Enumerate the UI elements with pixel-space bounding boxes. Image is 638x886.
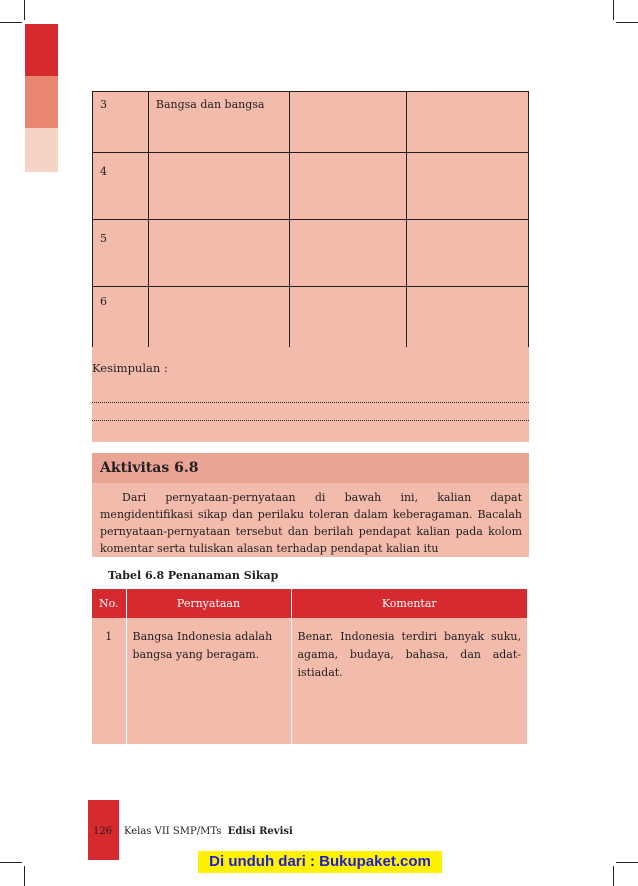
empty-cell[interactable]: [289, 153, 407, 220]
row-comment[interactable]: Benar. Indonesia terdiri banyak suku, agama, budaya, bahasa, dan adat-istiadat.: [297, 630, 521, 679]
dotted-line: [92, 402, 529, 403]
table-row: [93, 220, 529, 287]
crop-mark: [616, 22, 638, 23]
table-row: [93, 287, 529, 348]
row-number: 1: [92, 618, 126, 744]
attitude-table: [92, 589, 527, 744]
worksheet-table: [92, 91, 529, 348]
row-number: 5: [93, 220, 149, 287]
page-number: 126: [93, 826, 113, 837]
crop-mark: [24, 0, 25, 20]
table-row: [93, 153, 529, 220]
header-statement: Pernyataan: [126, 589, 291, 618]
side-tab-orange: [25, 76, 58, 128]
row-item: [148, 220, 289, 287]
empty-cell[interactable]: [407, 153, 529, 220]
crop-mark: [24, 866, 25, 886]
empty-cell[interactable]: [407, 287, 529, 348]
row-item: [148, 153, 289, 220]
conclusion-label: Kesimpulan :: [92, 361, 168, 375]
crop-mark: [613, 866, 614, 886]
empty-cell[interactable]: [407, 220, 529, 287]
activity-header: [92, 453, 529, 483]
header-no: No.: [92, 589, 126, 618]
crop-mark: [616, 862, 638, 863]
footer-book: Kelas VII SMP/MTs: [124, 826, 222, 837]
table-row: [92, 618, 527, 744]
row-number: 3: [93, 92, 149, 153]
footer-book-title: [124, 826, 293, 837]
side-tab-pink: [25, 128, 58, 172]
row-item: [148, 287, 289, 348]
crop-mark: [613, 0, 614, 20]
side-tab-red: [25, 24, 58, 76]
download-watermark[interactable]: Di unduh dari : Bukupaket.com: [198, 851, 442, 873]
activity-instructions: Dari pernyataan-pernyataan di bawah ini, kalian dapat mengidentifikasi sikap dan perilaku toleran dalam keberagaman. Bacalah pernyataan-pernyataan tersebut dan berilah pendapat kalian pada kolom komentar serta tuliskan alasan terhadap pendapat kalian itu: [100, 491, 522, 555]
table-header-row: [92, 589, 527, 618]
table-row: [93, 92, 529, 153]
row-number: 4: [93, 153, 149, 220]
empty-cell[interactable]: [289, 287, 407, 348]
empty-cell[interactable]: [289, 92, 407, 153]
empty-cell[interactable]: [289, 220, 407, 287]
conclusion-box: [92, 347, 529, 442]
crop-mark: [0, 862, 22, 863]
row-statement: Bangsa Indonesia adalah bangsa yang beragam.: [126, 618, 291, 744]
header-comment: Komentar: [291, 589, 527, 618]
dotted-line: [92, 420, 529, 421]
row-item: Bangsa dan bangsa: [148, 92, 289, 153]
crop-mark: [0, 22, 22, 23]
row-number: 6: [93, 287, 149, 348]
activity-box: [92, 453, 529, 557]
footer-edition: Edisi Revisi: [227, 826, 293, 837]
empty-cell[interactable]: [407, 92, 529, 153]
table-caption: Tabel 6.8 Penanaman Sikap: [108, 569, 279, 582]
activity-title: Aktivitas 6.8: [100, 460, 199, 476]
